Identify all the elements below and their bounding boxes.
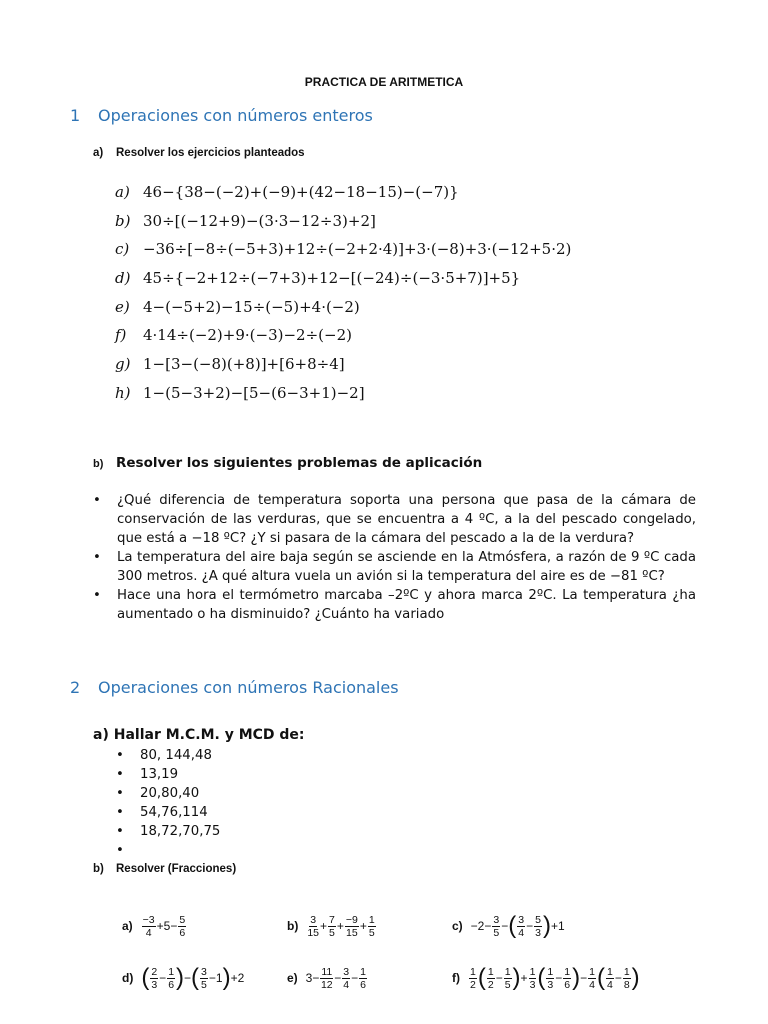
subheading-mcm-text: Hallar M.C.M. y MCD de:: [113, 727, 305, 743]
list-item: • Hace una hora el termómetro marcaba –2ºC y ahora marca 2ºC. La temperatura ¿ha aumentado o ha disminuido? ¿Cuánto ha variado: [93, 586, 696, 624]
exercise-expression: 4−(−5+2)−15÷(−5)+4·(−2): [143, 297, 360, 316]
exercise-label: e): [115, 297, 130, 316]
fraction-exercise: f) $\frac{1}{2}$ ( $\frac{1}{2}$ − $\frac{1}{5}$ ) + $\frac{1}{3}$ ( $\frac{1}{3}$ − $\frac{1}{6}$ ) − $\frac{1}{4}$ ( $\frac{1}{4}$ − $\frac{1}{8}$ ): [452, 964, 640, 991]
fraction-label: a): [122, 919, 133, 933]
list-item: • 18,72,70,75: [116, 822, 220, 841]
list-item: • La temperatura del aire baja según se asciende en la Atmósfera, a razón de 9 ºC cada 300 metros. ¿A qué altura vuela un avión si la temperatura del aire es de −81 ºC?: [93, 548, 696, 586]
exercise-expression: 4·14÷(−2)+9·(−3)−2÷(−2): [143, 326, 352, 345]
exercise-label: h): [115, 383, 131, 402]
subheading-b: [93, 455, 482, 471]
exercise-row: [115, 379, 715, 408]
list-item: • ¿Qué diferencia de temperatura soporta una persona que pasa de la cámara de conservación de las verduras, que se encuentra a 4 ºC, a la del pescado congelado, que está a −18 ºC? ¿Y si pasara de la cámara del pescado a la de la verdura?: [93, 491, 696, 548]
section-1-heading: [70, 106, 373, 125]
subheading-b-text: Resolver los siguientes problemas de aplicación: [116, 455, 483, 471]
fraction-label: b): [287, 919, 299, 933]
subheading-b-label: b): [93, 458, 104, 470]
section-1-number: 1: [70, 106, 81, 125]
exercise-expression: 30÷[(−12+9)−(3·3−12÷3)+2]: [143, 211, 376, 230]
exercise-row: [115, 293, 715, 322]
fraction-label: e): [287, 971, 298, 985]
exercise-row: [115, 321, 715, 350]
exercise-expression: 45÷{−2+12÷(−7+3)+12−[(−24)÷(−3·5+7)]+5}: [143, 269, 521, 288]
exercise-label: d): [115, 269, 131, 288]
subheading-a-label: a): [93, 147, 104, 159]
fraction-label: c): [452, 919, 463, 933]
exercise-label: a): [115, 183, 130, 201]
exercise-expression: −36÷[−8÷(−5+3)+12÷(−2+2·4)]+3·(−8)+3·(−12+5·2): [143, 240, 572, 259]
subheading-fractions-text: Resolver (Fracciones): [116, 863, 237, 875]
subheading-mcm: [93, 727, 305, 743]
list-item: • 54,76,114: [116, 803, 220, 822]
subheading-a-text: Resolver los ejercicios planteados: [116, 147, 305, 159]
subheading-a: [93, 147, 305, 159]
list-item: • 20,80,40: [116, 784, 220, 803]
list-item: • 13,19: [116, 765, 220, 784]
exercise-expression: 1−[3−(−8)(+8)]+[6+8÷4]: [143, 355, 345, 374]
exercise-label: g): [115, 355, 131, 374]
problem-list: [93, 491, 696, 624]
mcm-list: [116, 746, 220, 860]
fraction-exercise: e) 3− $\frac{11}{12}$ − $\frac{3}{4}$ − $\frac{1}{6}$: [287, 965, 366, 991]
exercise-row: [115, 207, 715, 236]
list-item: • 80, 144,48: [116, 746, 220, 765]
section-2-number: 2: [70, 678, 81, 697]
fraction-row: [122, 900, 682, 952]
exercise-expression: 1−(5−3+2)−[5−(6−3+1)−2]: [143, 383, 365, 402]
exercise-row: [115, 264, 715, 293]
section-1-title: Operaciones con números enteros: [98, 106, 373, 125]
exercise-row: [115, 350, 715, 379]
subheading-fractions: [93, 863, 236, 875]
fraction-exercise: c) −2− $\frac{3}{5}$ − ( $\frac{3}{4}$ − $\frac{5}{3}$ ) +1: [452, 912, 565, 939]
exercise-label: c): [115, 240, 130, 259]
fraction-label: f): [452, 971, 460, 985]
fraction-row: [122, 952, 682, 1004]
exercise-label: f): [115, 326, 127, 345]
fraction-exercises: [122, 900, 682, 1004]
exercise-label: b): [115, 211, 131, 230]
exercise-expression: 46−{38−(−2)+(−9)+(42−18−15)−(−7)}: [143, 183, 459, 201]
fraction-label: d): [122, 971, 134, 985]
subheading-fractions-label: b): [93, 863, 104, 875]
section-2-heading: [70, 678, 399, 697]
fraction-exercise: a) $\frac{-3}{4}$ +5− $\frac{5}{6}$: [122, 913, 186, 939]
section-2-title: Operaciones con números Racionales: [98, 678, 399, 697]
exercise-row: [115, 235, 715, 264]
fraction-exercise: d) ( $\frac{2}{3}$ − $\frac{1}{6}$ ) − ( $\frac{3}{5}$ −1 ) +2: [122, 964, 245, 991]
exercise-list: [115, 178, 715, 408]
document-title: PRACTICA DE ARITMETICA: [304, 75, 464, 89]
subheading-mcm-label: a): [93, 727, 109, 743]
exercise-row: [115, 178, 715, 207]
fraction-exercise: b) $\frac{3}{15}$ + $\frac{7}{5}$ + $\frac{-9}{15}$ + $\frac{1}{5}$: [287, 913, 375, 939]
list-item: [116, 841, 220, 860]
